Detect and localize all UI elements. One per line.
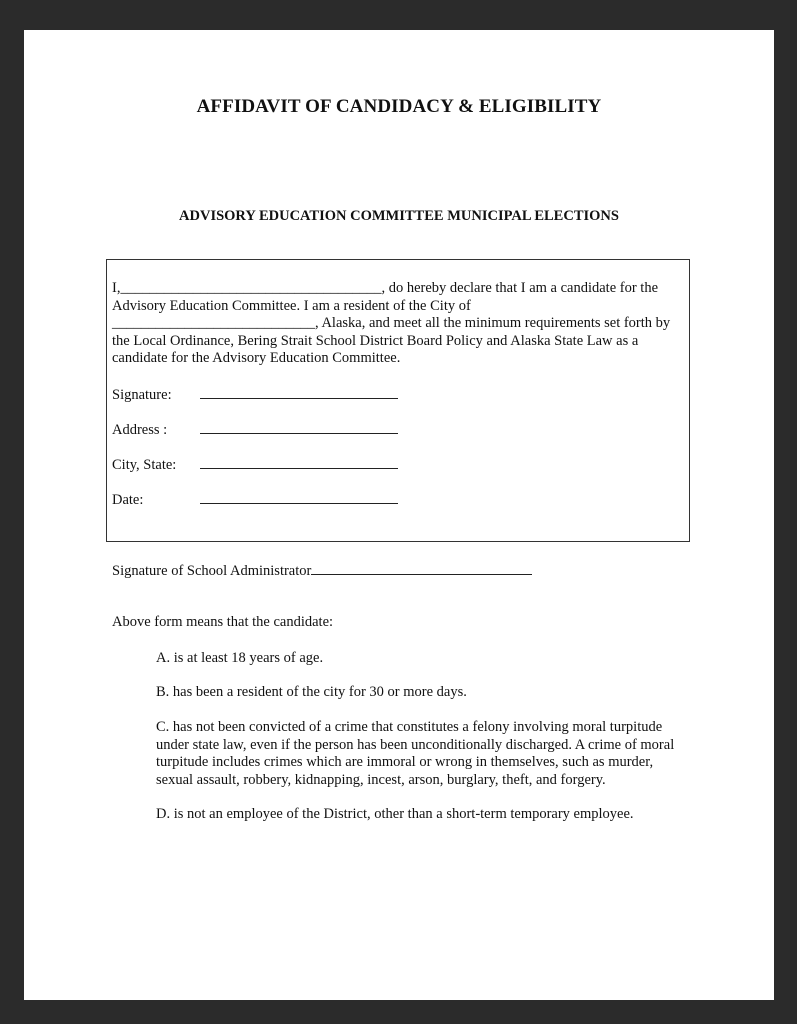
document-title: AFFIDAVIT OF CANDIDACY & ELIGIBILITY: [196, 96, 602, 117]
address-field[interactable]: [112, 421, 398, 439]
admin-signature-label: Signature of School Administrator: [112, 563, 312, 579]
requirement-d: D. is not an employee of the District, other than a short-term temporary employee.: [156, 806, 634, 822]
address-line[interactable]: [200, 421, 398, 434]
signature-line[interactable]: [200, 386, 398, 399]
declaration-box: [106, 259, 690, 542]
requirement-c: C. has not been convicted of a crime that constitutes a felony involving moral turpitude under state law, even if the person has been unconditionally discharged. A crime of moral turpitude includes crimes which are immoral or wrong in themselves, such as murder, sexual assault, robbery, kidnapping, incest, arson, burglary, theft, and forgery.: [156, 719, 675, 788]
declaration-text: I,____________________________________, do hereby declare that I am a candidate for the Advisory Education Committee. I am a resident of the City of ____________________________, Alaska, and meet all the minimum requirements set forth by the Local Ordinance, Bering Strait School District Board Policy and Alaska State Law as a candidate for the Advisory Education Committee.: [112, 280, 671, 366]
admin-signature-line[interactable]: [311, 562, 532, 575]
date-line[interactable]: [200, 491, 398, 504]
city-state-line[interactable]: [200, 456, 398, 469]
date-field[interactable]: [112, 491, 398, 509]
city-state-label: City, State:: [112, 457, 177, 473]
date-label: Date:: [112, 492, 144, 508]
intro-text: Above form means that the candidate:: [112, 614, 334, 630]
address-label: Address :: [112, 422, 168, 438]
requirement-a: A. is at least 18 years of age.: [156, 650, 324, 666]
city-state-field[interactable]: [112, 456, 398, 474]
document-page: [24, 30, 774, 1000]
signature-field[interactable]: [112, 386, 398, 404]
requirement-b: B. has been a resident of the city for 30 or more days.: [156, 684, 467, 700]
document-subtitle: ADVISORY EDUCATION COMMITTEE MUNICIPAL ELECTIONS: [179, 208, 619, 224]
admin-signature-field[interactable]: [112, 562, 532, 580]
signature-label: Signature:: [112, 387, 172, 403]
